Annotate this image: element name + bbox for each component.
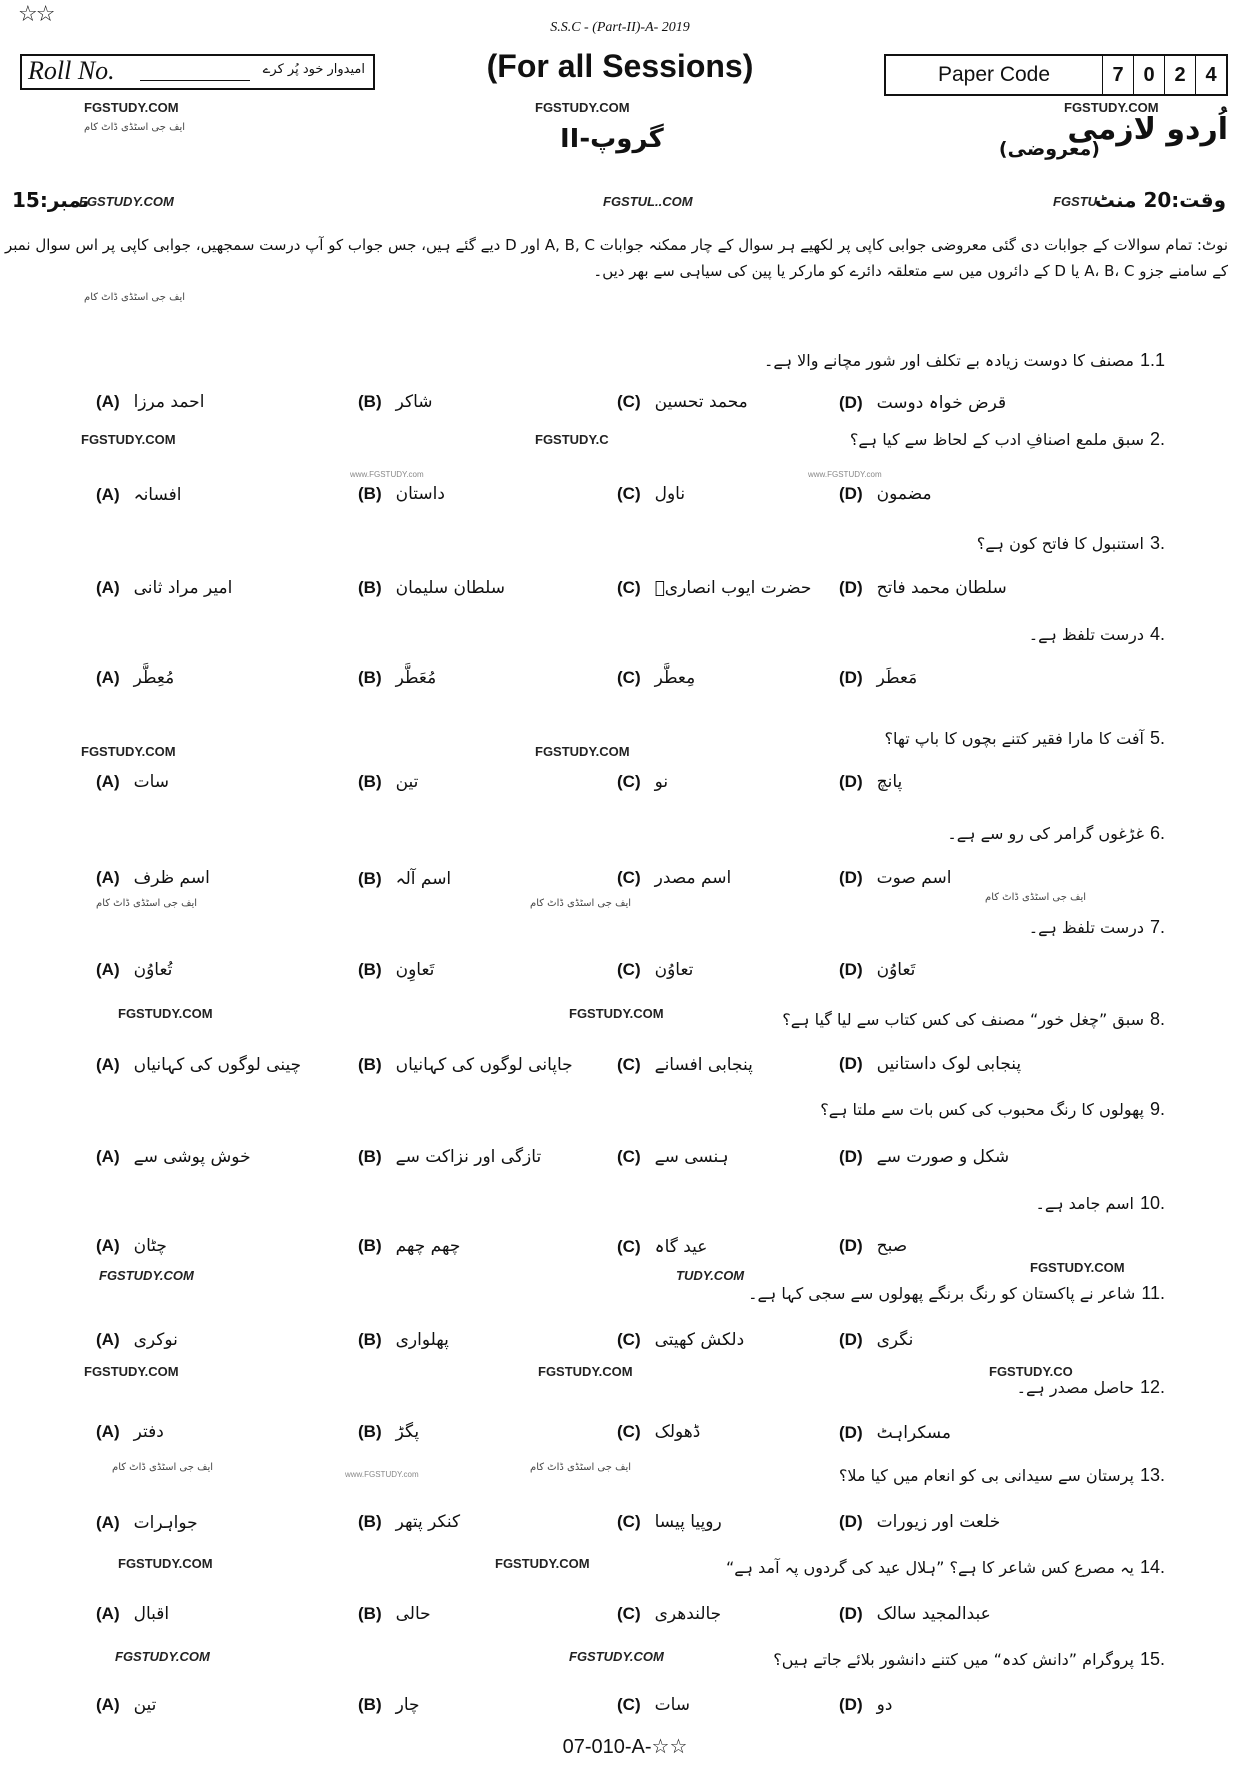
time-allowed: وقت:20 منٹ	[1094, 188, 1226, 212]
option-text: مَعطَر	[876, 668, 918, 688]
option-a	[96, 1054, 301, 1075]
option-label: (C)	[617, 1422, 641, 1441]
watermark: FGSTUDY.COM	[538, 1364, 633, 1379]
question-text: درست تلفظ ہے۔	[1028, 918, 1144, 937]
option-c	[617, 1054, 753, 1075]
option-text: اقبال	[133, 1604, 170, 1624]
option-text: مُعَطَّر	[395, 668, 437, 688]
watermark: FGSTUDY.COM	[535, 744, 630, 759]
option-label: (D)	[839, 1604, 863, 1623]
roll-number-box	[20, 54, 375, 90]
option-label: (C)	[617, 1330, 641, 1349]
watermark: FGSTUDY.COM	[569, 1006, 664, 1021]
question-6	[947, 823, 1165, 844]
subject-title: اُردو لازمی	[1067, 112, 1228, 147]
option-text: سات	[133, 772, 170, 792]
option-label: (B)	[358, 868, 382, 888]
option-label: (C)	[617, 1695, 641, 1714]
option-label: (B)	[358, 578, 382, 597]
option-b	[358, 960, 434, 980]
watermark: FGSTUDY.COM	[84, 1364, 179, 1379]
question-text: حاصل مصدر ہے۔	[1016, 1378, 1134, 1397]
option-d	[839, 1422, 951, 1443]
option-a	[96, 1604, 169, 1624]
option-c	[617, 578, 811, 598]
option-label: (D)	[839, 960, 863, 979]
option-label: (D)	[839, 1422, 863, 1442]
option-b	[358, 668, 436, 688]
watermark: FGSTUL..COM	[603, 194, 693, 209]
option-c	[617, 772, 668, 792]
option-text: دو	[876, 1695, 893, 1715]
question-7	[1029, 917, 1165, 938]
question-text: یہ مصرع کس شاعر کا ہے؟ ”ہلال عید کی گردوں پہ آمد ہے“	[725, 1558, 1134, 1577]
total-marks: نمبر:15	[12, 188, 90, 212]
option-text: تین	[133, 1695, 157, 1715]
option-a	[96, 1146, 251, 1167]
question-4	[1029, 624, 1165, 645]
option-text: خلعت اور زیورات	[876, 1512, 1001, 1532]
option-label: (D)	[839, 772, 863, 791]
option-c	[617, 960, 693, 980]
option-label: (A)	[96, 1054, 120, 1074]
option-a	[96, 1695, 156, 1715]
option-label: (D)	[839, 1512, 863, 1531]
watermark-urdu: ایف جی اسٹڈی ڈاٹ کام	[96, 898, 198, 909]
option-text: مضمون	[876, 484, 932, 504]
option-text: تَعاوِن	[395, 960, 435, 980]
watermark: FGSTUDY.COM	[118, 1006, 213, 1021]
question-text: سبق ”چغل خور“ مصنف کی کس کتاب سے لیا گیا ہے؟	[782, 1010, 1144, 1029]
watermark: FGSTUDY.COM	[535, 100, 630, 115]
question-number: 4.	[1149, 624, 1165, 644]
option-a	[96, 484, 182, 505]
option-label: (A)	[96, 772, 120, 791]
watermark: FGSTUDY.COM	[1064, 100, 1159, 115]
watermark: FGSTU	[1053, 194, 1098, 209]
option-a	[96, 1236, 167, 1256]
option-a	[96, 772, 169, 792]
option-text: خوش پوشی سے	[133, 1147, 251, 1167]
option-label: (B)	[358, 668, 382, 687]
option-a	[96, 668, 174, 688]
option-label: (A)	[96, 1604, 120, 1623]
question-text: پرستان سے سیدانی بی کو انعام میں کیا ملا؟	[838, 1466, 1134, 1485]
option-label: (B)	[358, 1236, 382, 1255]
option-b	[358, 1146, 541, 1167]
option-label: (C)	[617, 1146, 641, 1166]
question-text: غڑغوں گرامر کی رو سے ہے۔	[947, 824, 1144, 843]
option-text: چینی لوگوں کی کہانیاں	[133, 1055, 302, 1075]
paper-code-label: Paper Code	[886, 56, 1103, 94]
question-number: 14.	[1139, 1557, 1165, 1577]
question-number: 11.	[1141, 1283, 1165, 1303]
question-15	[773, 1649, 1165, 1670]
option-c	[617, 392, 748, 412]
paper-code-digit: 0	[1134, 56, 1165, 94]
option-c	[617, 1330, 744, 1350]
option-b	[358, 868, 451, 889]
question-number: 6.	[1149, 823, 1165, 843]
option-a	[96, 1330, 178, 1350]
question-number: 8.	[1149, 1009, 1165, 1029]
option-d	[839, 960, 915, 980]
watermark: FGSTUDY.COM	[84, 100, 179, 115]
question-text: استنبول کا فاتح کون ہے؟	[976, 534, 1144, 553]
option-d	[839, 1054, 1021, 1074]
option-label: (D)	[839, 668, 863, 687]
option-label: (D)	[839, 1695, 863, 1714]
option-label: (A)	[96, 578, 120, 597]
option-b	[358, 1330, 449, 1350]
option-label: (A)	[96, 1330, 120, 1349]
watermark-urdu: ایف جی اسٹڈی ڈاٹ کام	[84, 122, 186, 133]
option-d	[839, 1146, 1009, 1167]
option-text: چٹان	[133, 1236, 167, 1256]
watermark-small: www.FGSTUDY.com	[808, 470, 882, 479]
roll-number-label: Roll No.	[28, 56, 115, 85]
roll-number-blank	[140, 80, 250, 81]
option-d	[839, 1512, 1000, 1532]
option-text: اسم آلہ	[395, 869, 452, 889]
watermark: FGSTUDY.COM	[1030, 1260, 1125, 1275]
option-text: جواہرات	[133, 1513, 198, 1533]
stars-mark: ☆☆	[18, 2, 54, 27]
watermark: FGSTUDY.COM	[495, 1556, 590, 1571]
option-label: (D)	[839, 1054, 863, 1073]
option-text: سلطان محمد فاتح	[876, 578, 1007, 598]
option-label: (C)	[617, 1054, 641, 1074]
option-label: (A)	[96, 484, 120, 504]
question-text: پروگرام ”دانش کدہ“ میں کتنے دانشور بلائے جاتے ہیں؟	[773, 1650, 1134, 1669]
option-text: پانچ	[876, 772, 903, 792]
option-a	[96, 1512, 198, 1533]
question-text: سبق ملمع اصنافِ ادب کے لحاظ سے کیا ہے؟	[849, 430, 1144, 449]
option-a	[96, 578, 232, 598]
question-text: درست تلفظ ہے۔	[1028, 625, 1144, 644]
option-label: (A)	[96, 960, 120, 979]
option-label: (D)	[839, 868, 863, 887]
option-label: (B)	[358, 1330, 382, 1349]
option-text: پگڑ	[395, 1422, 420, 1442]
question-9	[820, 1099, 1165, 1120]
question-number: 5.	[1149, 728, 1165, 748]
question-number: 13.	[1139, 1465, 1165, 1485]
option-text: چھم چھم	[395, 1236, 461, 1256]
option-label: (A)	[96, 1512, 120, 1532]
question-text: اسم جامد ہے۔	[1035, 1194, 1134, 1213]
question-5	[884, 728, 1165, 749]
option-text: عبدالمجید سالک	[876, 1604, 991, 1624]
option-text: قرض خواہ دوست	[876, 393, 1007, 413]
option-c	[617, 1512, 722, 1532]
question-11	[748, 1283, 1165, 1304]
option-d	[839, 1236, 907, 1256]
option-d	[839, 1604, 991, 1624]
option-c	[617, 1146, 729, 1167]
option-text: دلکش کھیتی	[654, 1330, 745, 1350]
option-text: مسکراہٹ	[876, 1423, 952, 1443]
option-c	[617, 868, 731, 888]
option-a	[96, 868, 210, 888]
option-label: (A)	[96, 668, 120, 687]
watermark-urdu: ایف جی اسٹڈی ڈاٹ کام	[985, 892, 1087, 903]
option-label: (D)	[839, 1236, 863, 1255]
option-label: (B)	[358, 484, 382, 503]
option-text: امیر مراد ثانی	[133, 578, 233, 598]
option-text: تعاوُن	[654, 960, 694, 980]
option-a	[96, 392, 204, 412]
option-b	[358, 484, 445, 504]
question-8	[782, 1009, 1165, 1030]
watermark-small: www.FGSTUDY.com	[350, 470, 424, 479]
option-b	[358, 1695, 420, 1715]
watermark-urdu: ایف جی اسٹڈی ڈاٹ کام	[530, 898, 632, 909]
question-number: 2.	[1149, 429, 1165, 449]
watermark: FGSTUDY.COM	[118, 1556, 213, 1571]
question-14	[726, 1557, 1165, 1578]
option-label: (C)	[617, 578, 641, 597]
option-text: تَعاوُن	[876, 960, 916, 980]
option-label: (A)	[96, 1146, 120, 1166]
note-line-1: نوٹ: تمام سوالات کے جوابات دی گئی معروضی جوابی کاپی پر لکھیے ہر سوال کے چار ممکنہ جوابات A, B, C اور D دیے گئے ہیں، جس جواب کو آپ درست سمجھیں، جوابی کاپی پر اس سوال نمبر	[4, 236, 1228, 254]
option-d	[839, 578, 1007, 598]
option-b	[358, 1422, 419, 1442]
question-text: آفت کا مارا فقیر کتنے بچوں کا باپ تھا؟	[884, 729, 1144, 748]
option-text: شکل و صورت سے	[876, 1147, 1010, 1167]
option-text: شاکر	[395, 392, 433, 412]
option-text: ڈھولک	[654, 1422, 701, 1442]
option-label: (D)	[839, 392, 863, 412]
watermark: FGSTUDY.COM	[99, 1268, 194, 1283]
option-c	[617, 1604, 721, 1624]
option-text: کنکر پتھر	[395, 1512, 461, 1532]
option-d	[839, 1695, 892, 1715]
option-b	[358, 772, 418, 792]
question-text: شاعر نے پاکستان کو رنگ برنگے پھولوں سے سجی کہا ہے۔	[748, 1284, 1136, 1303]
question-number: 10.	[1139, 1193, 1165, 1213]
option-b	[358, 1512, 460, 1532]
option-text: نگری	[876, 1330, 914, 1350]
option-text: احمد مرزا	[133, 392, 205, 412]
subject-type: (معروضی)	[998, 138, 1100, 160]
exam-name: S.S.C - (Part-II)-A- 2019	[550, 20, 690, 35]
watermark-small: www.FGSTUDY.com	[345, 1470, 419, 1479]
option-text: پنجابی لوک داستانیں	[876, 1054, 1022, 1074]
option-label: (C)	[617, 1236, 641, 1256]
paper-code-box	[884, 54, 1228, 96]
option-text: تُعاوُن	[133, 960, 173, 980]
option-c	[617, 484, 685, 504]
option-text: اسم ظرف	[133, 868, 210, 888]
note-line-2: کے سامنے جزو A، B، C یا D کے دائروں میں سے متعلقہ دائرے کو مارکر یا پین کی سیاہی سے بھر دیں۔	[593, 262, 1228, 280]
option-text: اسم صوت	[876, 868, 952, 888]
watermark: FGSTUDY.COM	[81, 432, 176, 447]
option-c	[617, 668, 695, 688]
option-text: افسانہ	[133, 485, 182, 505]
option-a	[96, 960, 172, 980]
option-d	[839, 668, 917, 688]
option-c	[617, 1422, 700, 1442]
option-c	[617, 1236, 707, 1257]
watermark: FGSTUDY.COM	[569, 1649, 664, 1664]
paper-code-digit: 2	[1165, 56, 1196, 94]
option-text: مِعطَّر	[654, 668, 696, 688]
option-text: جاپانی لوگوں کی کہانیاں	[395, 1055, 573, 1075]
option-d	[839, 1330, 913, 1350]
option-label: (B)	[358, 1695, 382, 1714]
option-label: (A)	[96, 868, 120, 887]
watermark: FGSTUDY.C	[535, 432, 609, 447]
watermark: FGSTUDY.COM	[81, 744, 176, 759]
option-label: (C)	[617, 392, 641, 411]
option-label: (B)	[358, 960, 382, 979]
option-text: مُعِطَّر	[133, 668, 175, 688]
watermark-urdu: ایف جی اسٹڈی ڈاٹ کام	[84, 292, 186, 303]
option-label: (B)	[358, 1422, 382, 1441]
watermark: FGSTUDY.COM	[115, 1649, 210, 1664]
option-b	[358, 1604, 431, 1624]
paper-code-digit: 4	[1205, 63, 1217, 86]
option-label: (B)	[358, 1512, 382, 1531]
option-label: (A)	[96, 392, 120, 411]
option-label: (B)	[358, 392, 382, 411]
option-text: چار	[395, 1695, 420, 1715]
option-text: تین	[395, 772, 419, 792]
option-label: (C)	[617, 1604, 641, 1623]
option-label: (C)	[617, 1512, 641, 1531]
question-12	[1017, 1377, 1165, 1398]
option-label: (A)	[96, 1695, 120, 1714]
option-label: (C)	[617, 772, 641, 791]
option-a	[96, 1422, 164, 1442]
option-b	[358, 392, 433, 412]
question-number: 15.	[1139, 1649, 1165, 1669]
question-3	[977, 533, 1165, 554]
option-text: سات	[654, 1695, 691, 1715]
footer-code: 07-010-A-☆☆	[562, 1736, 688, 1758]
question-13	[839, 1465, 1165, 1486]
option-label: (D)	[839, 484, 863, 503]
option-text: اسم مصدر	[654, 868, 732, 888]
option-text: پھلواری	[395, 1330, 449, 1350]
option-text: نوکری	[133, 1330, 178, 1350]
roll-number-instruction: امیدوار خود پُر کرے	[262, 62, 365, 77]
question-number: 9.	[1149, 1099, 1165, 1119]
group-label: گروپ-II	[560, 124, 664, 154]
option-d	[839, 484, 932, 504]
question-number: 12.	[1139, 1377, 1165, 1397]
option-text: سلطان سلیمان	[395, 578, 505, 598]
option-label: (B)	[358, 1146, 382, 1166]
option-text: جالندھری	[654, 1604, 722, 1624]
option-c	[617, 1695, 690, 1715]
option-b	[358, 1236, 460, 1256]
sessions-heading: (For all Sessions)	[486, 48, 754, 84]
option-label: (C)	[617, 868, 641, 887]
option-text: حالی	[395, 1604, 431, 1624]
question-number: 7.	[1149, 917, 1165, 937]
option-text: ہنسی سے	[654, 1147, 729, 1167]
watermark-urdu: ایف جی اسٹڈی ڈاٹ کام	[112, 1462, 214, 1473]
option-text: عید گاہ	[654, 1237, 708, 1257]
watermark: TUDY.COM	[676, 1268, 745, 1283]
option-label: (D)	[839, 1330, 863, 1349]
option-label: (D)	[839, 1146, 863, 1166]
option-b	[358, 578, 505, 598]
option-text: داستان	[395, 484, 445, 504]
watermark: FGSTUDY.CO	[989, 1364, 1073, 1379]
option-label: (A)	[96, 1422, 120, 1441]
watermark-urdu: ایف جی اسٹڈی ڈاٹ کام	[530, 1462, 632, 1473]
option-text: محمد تحسین	[654, 392, 748, 412]
option-label: (D)	[839, 578, 863, 597]
option-text: روپیا پیسا	[654, 1512, 722, 1532]
option-text: ناول	[654, 484, 686, 504]
option-text: صبح	[876, 1236, 908, 1256]
question-text: مصنف کا دوست زیادہ بے تکلف اور شور مچانے والا ہے۔	[763, 351, 1134, 370]
option-label: (B)	[358, 1604, 382, 1623]
option-label: (C)	[617, 668, 641, 687]
option-text: نو	[654, 772, 669, 792]
question-10	[1035, 1193, 1165, 1214]
question-number: 1.1	[1139, 350, 1165, 370]
option-label: (C)	[617, 484, 641, 503]
watermark: FGSTUDY.COM	[79, 194, 174, 209]
option-label: (A)	[96, 1236, 120, 1255]
paper-code-digit: 7	[1103, 56, 1134, 94]
option-label: (C)	[617, 960, 641, 979]
option-text: پنجابی افسانے	[654, 1055, 753, 1075]
option-text: دفتر	[133, 1422, 164, 1442]
question-text: پھولوں کا رنگ محبوب کی کس بات سے ملتا ہے؟	[820, 1100, 1144, 1119]
question-1	[764, 350, 1165, 371]
option-d	[839, 772, 902, 792]
option-d	[839, 392, 1006, 413]
question-number: 3.	[1149, 533, 1165, 553]
option-text: حضرت ایوب انصاریؓ	[654, 578, 812, 598]
option-text: تازگی اور نزاکت سے	[395, 1147, 542, 1167]
option-label: (B)	[358, 1054, 382, 1074]
option-b	[358, 1054, 573, 1075]
question-2	[850, 429, 1165, 450]
option-d	[839, 868, 952, 888]
option-label: (B)	[358, 772, 382, 791]
